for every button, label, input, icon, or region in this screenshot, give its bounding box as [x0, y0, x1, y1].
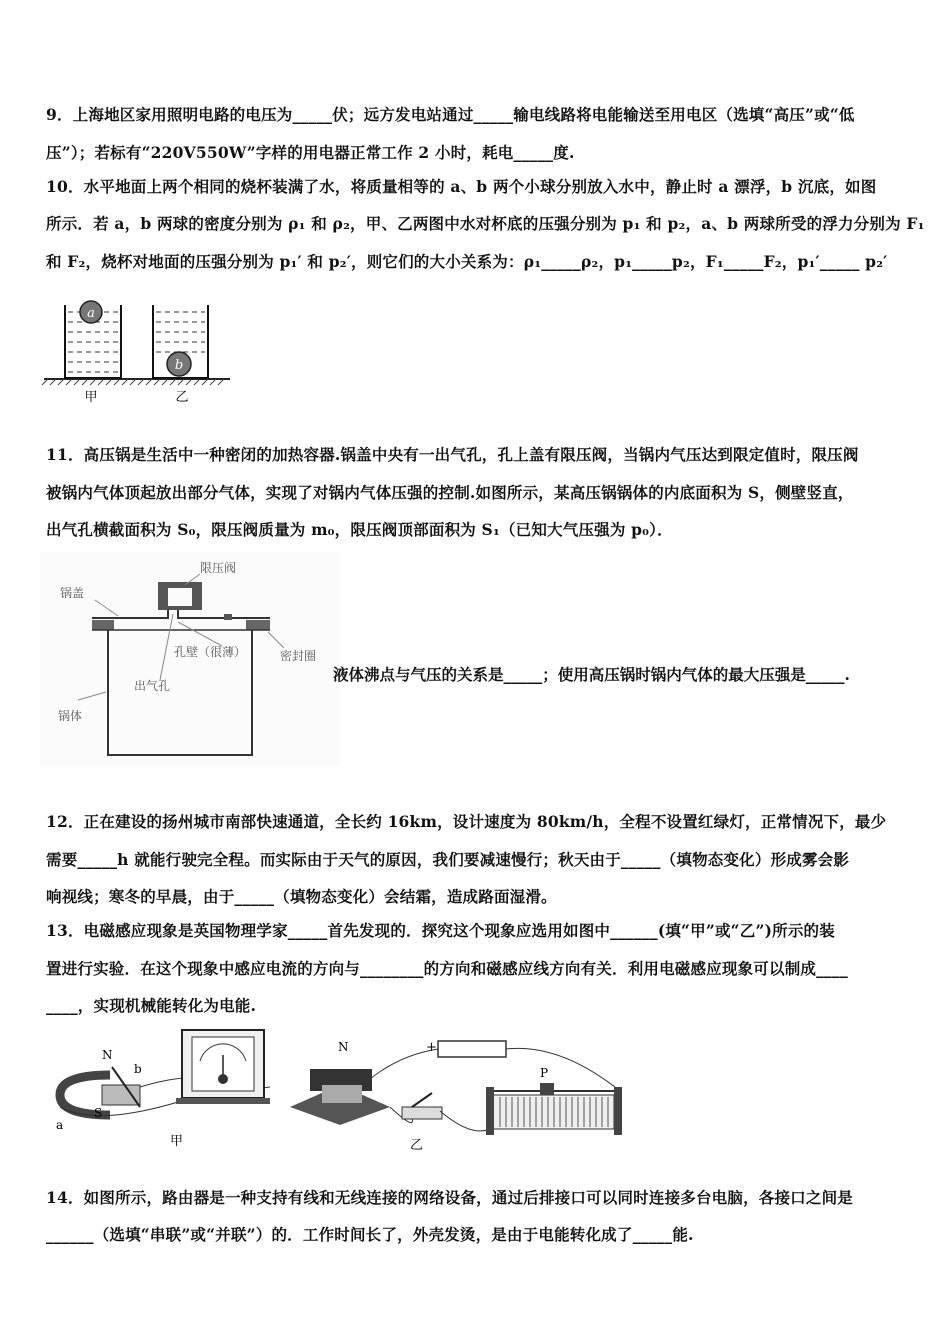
label-wall: 孔壁（很薄）: [174, 645, 247, 659]
beaker-yi: [153, 305, 208, 378]
q13-line-2: 置进行实验．在这个现象中感应电流的方向与________的方向和磁感应线方向有关．利用电磁感应现象可以制成____: [46, 959, 848, 978]
q10-line-1: 10．水平地面上两个相同的烧杯装满了水，将质量相等的 a、b 两个小球分别放入水中，静止时 a 漂浮，b 沉底，如图: [46, 177, 877, 196]
q11-line-2: 被锅内气体顶起放出部分气体，实现了对锅内气体压强的控制.如图所示，某高压锅锅体的内底面积为 S，侧壁竖直，: [46, 483, 854, 502]
label-lid: 锅盖: [60, 586, 85, 600]
label-jia-13: 甲: [170, 1134, 184, 1149]
label-n1: N: [102, 1048, 113, 1062]
ball-b-label: b: [174, 358, 184, 373]
label-p: P: [540, 1066, 549, 1080]
q9-line-1: 9．上海地区家用照明电路的电压为_____伏；远方发电站通过_____输电线路将电能输送至用电区（选填“高压”或“低: [46, 105, 855, 124]
label-jia: 甲: [84, 390, 98, 405]
rheostat: [486, 1066, 622, 1135]
label-valve: 限压阀: [200, 561, 237, 575]
q9-line-2: 压”）；若标有“220V550W”字样的用电器正常工作 2 小时，耗电_____度.: [46, 143, 575, 162]
q14-line-1: 14．如图所示，路由器是一种支持有线和无线连接的网络设备，通过后排接口可以同时连接多台电脑，各接口之间是: [46, 1188, 853, 1207]
q14-line-2: ______（选填“串联”或“并联”）的．工作时间长了，外壳发烫，是由于电能转化成了_____能.: [46, 1225, 694, 1244]
q11-tail-line: 液体沸点与气压的关系是_____；使用高压锅时锅内气体的最大压强是_____.: [333, 665, 850, 684]
label-n2: N: [338, 1040, 349, 1054]
label-b: b: [134, 1062, 142, 1076]
label-yi: 乙: [175, 390, 189, 405]
q11-pressure-cooker-figure: [40, 552, 340, 767]
label-a: a: [56, 1118, 64, 1132]
q13-induction-figures: [40, 1025, 640, 1155]
label-body: 锅体: [58, 709, 83, 723]
battery: [438, 1041, 506, 1057]
beaker-jia: [65, 301, 121, 378]
q11-line-3: 出气孔横截面积为 S₀，限压阀质量为 m₀，限压阀顶部面积为 S₁（已知大气压强为 p₀）．: [46, 520, 673, 539]
label-plus: +: [426, 1040, 437, 1055]
q12-line-1: 12．正在建设的扬州城市南部快速通道，全长约 16km，设计速度为 80km/h，全程不设置红绿灯，正常情况下，最少: [46, 812, 887, 831]
q11-line-1: 11．高压锅是生活中一种密闭的加热容器.锅盖中央有一出气孔，孔上盖有限压阀，当锅内气压达到限定值时，限压阀: [46, 445, 859, 464]
q10-line-3: 和 F₂，烧杯对地面的压强分别为 p₁′ 和 p₂′，则它们的大小关系为：ρ₁_____ρ₂，p₁_____p₂，F₁_____F₂，p₁′_____ p₂′: [46, 252, 888, 271]
label-hole: 出气孔: [134, 679, 171, 693]
label-s: S: [94, 1106, 103, 1120]
q12-line-3: 响视线；寒冬的早晨，由于_____（填物态变化）会结霜，造成路面湿滑。: [46, 887, 557, 906]
figure-jia: [56, 1030, 270, 1149]
q13-line-1: 13．电磁感应现象是英国物理学家_____首先发现的．探究这个现象应选用如图中______(填“甲”或“乙”)所示的装: [46, 921, 835, 940]
q10-beakers-figure: [40, 290, 240, 405]
q10-line-2: 所示．若 a，b 两球的密度分别为 ρ₁ 和 ρ₂，甲、乙两图中水对杯底的压强分别为 p₁ 和 p₂，a、b 两球所受的浮力分别为 F₁: [46, 214, 925, 233]
figure-yi: [290, 1040, 622, 1153]
ball-a-label: a: [87, 306, 95, 321]
q13-line-3: ____，实现机械能转化为电能.: [46, 996, 257, 1015]
label-yi-13: 乙: [410, 1138, 424, 1153]
label-seal: 密封圈: [280, 649, 317, 663]
q12-line-2: 需要_____h 就能行驶完全程。而实际由于天气的原因，我们要减速慢行；秋天由于_____（填物态变化）形成雾会影: [46, 850, 850, 869]
